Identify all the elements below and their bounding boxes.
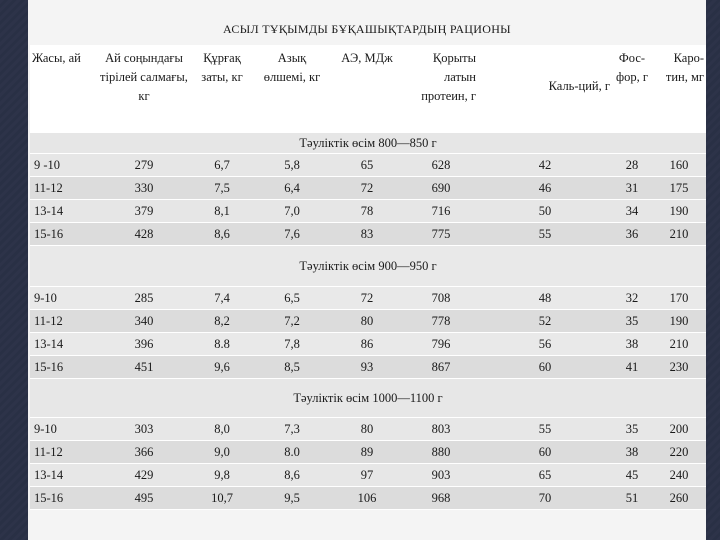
table-cell: 72 [330,287,404,310]
table-cell: 778 [404,310,478,333]
table-cell: 60 [478,441,612,464]
table-row [30,223,706,246]
table-cell: 8.0 [254,441,330,464]
header-carotene: Каро-тин, мг [665,51,704,84]
table-cell: 9-10 [30,287,98,310]
table-cell: 13-14 [30,464,98,487]
table-cell: 628 [404,154,478,177]
table-cell: 11-12 [30,441,98,464]
table-cell: 80 [330,418,404,441]
table-cell: 7,6 [254,223,330,246]
table-cell: 52 [478,310,612,333]
table-cell: 7,0 [254,200,330,223]
table-cell: 42 [478,154,612,177]
table-cell: 8,0 [190,418,254,441]
table-cell: 34 [612,200,652,223]
table-cell: 8,6 [190,223,254,246]
table-cell: 55 [478,223,612,246]
table-cell: 50 [478,200,612,223]
header-phosphorus: Фос-фор, г [616,51,648,84]
table-row [30,441,706,464]
table-cell: 28 [612,154,652,177]
table-cell: 13-14 [30,200,98,223]
table-cell: 13-14 [30,333,98,356]
table-cell: 175 [652,177,706,200]
table-cell: 279 [98,154,190,177]
table-cell: 106 [330,487,404,510]
table-cell: 11-12 [30,177,98,200]
table-cell: 200 [652,418,706,441]
table-cell: 70 [478,487,612,510]
table-cell: 10,7 [190,487,254,510]
slide [28,0,706,540]
table-body [30,133,706,510]
table-cell: 495 [98,487,190,510]
table-cell: 428 [98,223,190,246]
table-cell: 51 [612,487,652,510]
table-cell: 379 [98,200,190,223]
table-cell: 15-16 [30,487,98,510]
section-label: Тәуліктік өсім 900—950 г [30,246,706,287]
table-cell: 968 [404,487,478,510]
table-cell: 55 [478,418,612,441]
table-cell: 429 [98,464,190,487]
table-cell: 80 [330,310,404,333]
table-cell: 93 [330,356,404,379]
header-calcium: Каль-ций, г [548,79,610,93]
table-cell: 65 [478,464,612,487]
table-cell: 8,2 [190,310,254,333]
table-cell: 340 [98,310,190,333]
table-cell: 35 [612,418,652,441]
table-cell: 7,5 [190,177,254,200]
table-cell: 56 [478,333,612,356]
section-header-row [30,246,706,287]
table-row [30,310,706,333]
table-cell: 15-16 [30,223,98,246]
table-cell: 83 [330,223,404,246]
table-cell: 89 [330,441,404,464]
table-cell: 396 [98,333,190,356]
page-title: АСЫЛ ТҰҚЫМДЫ БҰҚАШЫҚТАРДЫҢ РАЦИОНЫ [223,22,511,36]
table-cell: 78 [330,200,404,223]
table-cell: 366 [98,441,190,464]
table-cell: 65 [330,154,404,177]
table-cell: 60 [478,356,612,379]
table-cell: 190 [652,310,706,333]
table-cell: 8,5 [254,356,330,379]
table-cell: 330 [98,177,190,200]
section-label: Тәуліктік өсім 1000—1100 г [30,379,706,418]
table-cell: 45 [612,464,652,487]
table-cell: 32 [612,287,652,310]
table-cell: 7,3 [254,418,330,441]
table-cell: 31 [612,177,652,200]
table-row [30,154,706,177]
table-cell: 7,8 [254,333,330,356]
table-cell: 46 [478,177,612,200]
table-cell: 41 [612,356,652,379]
table-cell: 690 [404,177,478,200]
table-cell: 6,5 [254,287,330,310]
table-row [30,418,706,441]
table-cell: 7,2 [254,310,330,333]
header-dry-matter: Құрғақ заты, кг [201,51,243,84]
section-header-row [30,379,706,418]
table-cell: 9,5 [254,487,330,510]
table-cell: 160 [652,154,706,177]
table-row [30,356,706,379]
table-cell: 240 [652,464,706,487]
table-cell: 15-16 [30,356,98,379]
table-row [30,200,706,223]
table-cell: 5,8 [254,154,330,177]
table-cell: 72 [330,177,404,200]
table-row [30,487,706,510]
table-cell: 38 [612,441,652,464]
table-cell: 38 [612,333,652,356]
table-cell: 867 [404,356,478,379]
header-digestible-protein: Қорыты латын протеин, г [421,51,476,103]
table-cell: 170 [652,287,706,310]
table-cell: 796 [404,333,478,356]
table-cell: 6,7 [190,154,254,177]
table-cell: 9,6 [190,356,254,379]
table-cell: 9,0 [190,441,254,464]
table-cell: 220 [652,441,706,464]
table-cell: 35 [612,310,652,333]
table-cell: 716 [404,200,478,223]
table-cell: 260 [652,487,706,510]
table-cell: 903 [404,464,478,487]
table-cell: 97 [330,464,404,487]
table-cell: 9 -10 [30,154,98,177]
header-metabolic-energy: АЭ, МДж [341,51,393,65]
section-label: Тәуліктік өсім 800—850 г [30,133,706,154]
table-cell: 11-12 [30,310,98,333]
table-cell: 708 [404,287,478,310]
header-age: Жасы, ай [32,51,81,65]
table-row [30,177,706,200]
header-feed-units: Азық өлшемі, кг [263,51,321,84]
table-cell: 880 [404,441,478,464]
table-cell: 8,6 [254,464,330,487]
table-cell: 303 [98,418,190,441]
table-cell: 190 [652,200,706,223]
table-cell: 48 [478,287,612,310]
table-cell: 6,4 [254,177,330,200]
table-cell: 210 [652,223,706,246]
table-cell: 36 [612,223,652,246]
table-cell: 8,1 [190,200,254,223]
table-cell: 775 [404,223,478,246]
table-cell: 7,4 [190,287,254,310]
table-row [30,464,706,487]
table-cell: 9-10 [30,418,98,441]
table-row [30,287,706,310]
header-live-weight: Ай соңындағы тірілей салмағы, кг [100,51,188,103]
table-cell: 9,8 [190,464,254,487]
table-cell: 803 [404,418,478,441]
table-cell: 451 [98,356,190,379]
table-cell: 8.8 [190,333,254,356]
table-row [30,333,706,356]
table-cell: 230 [652,356,706,379]
table-cell: 285 [98,287,190,310]
section-header-row [30,133,706,154]
table-cell: 210 [652,333,706,356]
header-row [30,45,706,133]
table-cell: 86 [330,333,404,356]
ration-table [30,45,706,510]
